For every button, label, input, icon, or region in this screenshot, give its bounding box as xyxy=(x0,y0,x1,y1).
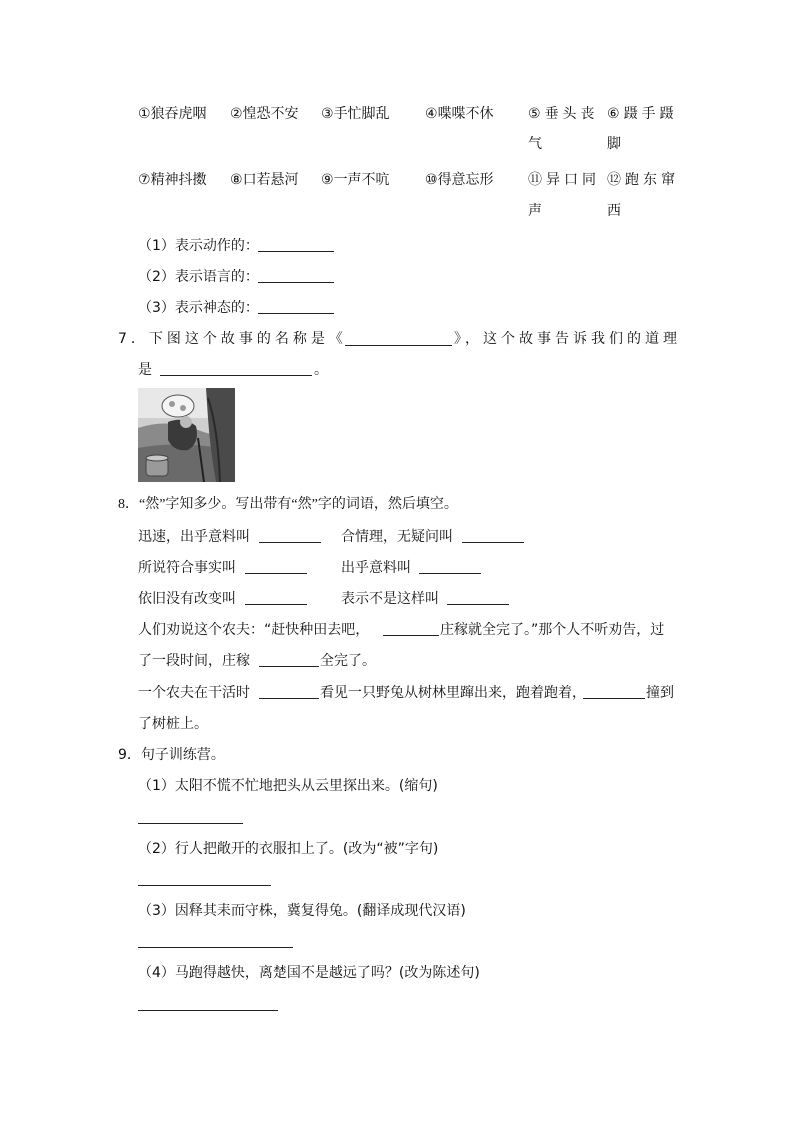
q9-sentence-1: （1）太阳不慌不忙地把头从云里探出来。(缩句) xyxy=(138,778,438,794)
q8-row2-left: 所说符合事实叫 xyxy=(138,560,236,576)
idiom-item: ⑥蹑手蹑 xyxy=(607,106,678,122)
answer-blank[interactable] xyxy=(259,666,319,667)
q8-para2-b: 看见一只野兔从树林里蹿出来，跑着跑着， xyxy=(320,685,586,701)
answer-blank[interactable] xyxy=(583,698,645,699)
answer-blank[interactable] xyxy=(345,345,452,346)
story-illustration xyxy=(138,388,235,482)
idiom-item-continued: 声 xyxy=(528,203,542,219)
q8-title: 8．“然”字知多少。写出带有“然”字的词语，然后填空。 xyxy=(118,497,458,512)
idiom-item: ③手忙脚乱 xyxy=(321,106,390,122)
q6-sub-2: （2）表示语言的： xyxy=(138,269,259,285)
idiom-item: ⑨一声不吭 xyxy=(321,172,390,188)
q8-row1-left: 迅速，出乎意料叫 xyxy=(138,529,250,545)
idiom-item: ④喋喋不休 xyxy=(425,106,494,122)
q9-sentence-2: （2）行人把敞开的衣服扣上了。(改为“被”字句) xyxy=(138,841,439,857)
answer-line[interactable] xyxy=(138,885,271,886)
q7-text-d: 。 xyxy=(314,362,328,378)
answer-blank[interactable] xyxy=(258,251,334,252)
idiom-item-continued: 西 xyxy=(607,203,621,219)
idiom-item: ⑩得意忘形 xyxy=(425,172,494,188)
answer-line[interactable] xyxy=(138,947,293,948)
q8-para2-c: 撞到 xyxy=(646,685,674,701)
idiom-item: ⑦精神抖擞 xyxy=(138,172,207,188)
answer-blank[interactable] xyxy=(462,542,524,543)
idiom-item-continued: 脚 xyxy=(607,136,621,152)
idiom-item-continued: 气 xyxy=(528,136,542,152)
answer-line[interactable] xyxy=(138,1010,278,1011)
q8-row3-right: 表示不是这样叫 xyxy=(341,591,439,607)
answer-blank[interactable] xyxy=(245,604,307,605)
answer-line[interactable] xyxy=(138,823,243,824)
idiom-item: ⑧口若悬河 xyxy=(230,172,299,188)
idiom-item: ②惶恐不安 xyxy=(230,106,299,122)
answer-blank[interactable] xyxy=(447,604,509,605)
q8-row3-left: 依旧没有改变叫 xyxy=(138,591,236,607)
idiom-item: ①狼吞虎咽 xyxy=(138,106,207,122)
q8-para1-b: 庄稼就全完了。”那个人不听劝告，过 xyxy=(440,622,665,638)
q8-para1-a: 人们劝说这个农夫：“赶快种田去吧， xyxy=(138,622,370,638)
q8-para1-c: 了一段时间，庄稼 xyxy=(138,653,250,669)
q8-para2-d: 了树桩上。 xyxy=(138,716,208,732)
q6-sub-3: （3）表示神态的： xyxy=(138,300,259,316)
answer-blank[interactable] xyxy=(419,573,481,574)
q8-row1-right: 合情理，无疑问叫 xyxy=(341,529,453,545)
q7-text-c: 是 xyxy=(138,362,152,378)
answer-blank[interactable] xyxy=(258,282,334,283)
answer-blank[interactable] xyxy=(259,698,319,699)
answer-blank[interactable] xyxy=(160,375,312,376)
answer-blank[interactable] xyxy=(259,542,321,543)
idiom-item: ⑫跑东窜 xyxy=(607,172,679,188)
idiom-item: ⑤垂头丧 xyxy=(528,106,599,122)
q9-sentence-4: （4）马跑得越快，离楚国不是越远了吗？(改为陈述句) xyxy=(138,965,480,981)
answer-blank[interactable] xyxy=(258,313,334,314)
q6-sub-1: （1）表示动作的： xyxy=(138,238,259,254)
q8-para1-d: 全完了。 xyxy=(320,653,376,669)
answer-blank[interactable] xyxy=(245,573,307,574)
idiom-item: ⑪异口同 xyxy=(528,172,600,188)
q7-text-b: 》，这个故事告诉我们的道理 xyxy=(454,331,681,347)
q9-sentence-3: （3）因释其耒而守株，冀复得兔。(翻译成现代汉语) xyxy=(138,903,466,919)
q8-para2-a: 一个农夫在干活时 xyxy=(138,685,250,701)
q8-row2-right: 出乎意料叫 xyxy=(341,560,411,576)
q7-text-a: 7．下图这个故事的名称是《 xyxy=(118,331,347,347)
answer-blank[interactable] xyxy=(383,635,439,636)
q9-title: 9．句子训练营。 xyxy=(118,747,225,763)
story-illustration-drawing xyxy=(138,388,235,482)
